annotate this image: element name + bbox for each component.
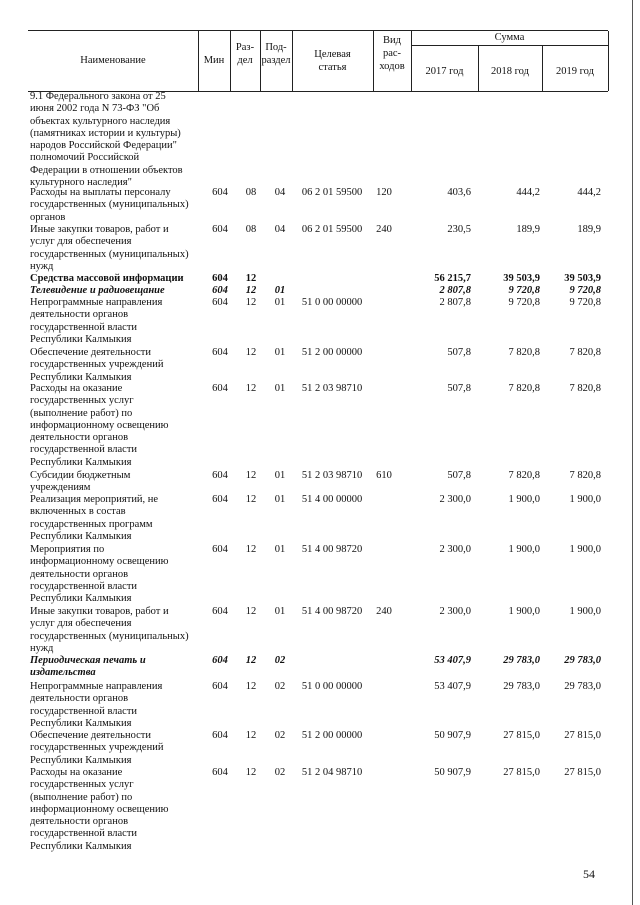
row-name-line: информационному освещению	[30, 556, 169, 568]
row-cell-razd: 12	[245, 606, 257, 617]
row-name-line: 9.1 Федерального закона от 25	[30, 91, 166, 102]
row-name	[30, 544, 200, 605]
row-cell-v17: 2 807,8	[439, 285, 471, 296]
row-name-line: нужд	[30, 642, 54, 654]
table-row	[0, 470, 640, 495]
row-name	[30, 273, 200, 285]
row-cell-v17: 507,8	[447, 470, 471, 481]
table-row	[0, 224, 640, 273]
row-cell-v19: 27 815,0	[564, 730, 601, 741]
row-name-line: государственных (муниципальных)	[30, 199, 189, 211]
row-cell-razd: 12	[245, 494, 257, 505]
row-cell-v17: 53 407,9	[434, 681, 471, 692]
row-name-line: государственных учреждений	[30, 359, 164, 371]
row-name	[30, 470, 200, 495]
row-name	[30, 655, 200, 680]
row-cell-vid: 240	[376, 224, 392, 235]
row-cell-razd: 08	[245, 187, 257, 198]
row-cell-v18: 27 815,0	[503, 767, 540, 778]
row-cell-cel: 51 0 00 00000	[301, 297, 363, 308]
row-cell-v18: 27 815,0	[503, 730, 540, 741]
header-razdel-line1: Раз-	[235, 42, 255, 53]
row-cell-razd: 12	[245, 470, 257, 481]
row-cell-pod: 01	[274, 544, 286, 555]
row-cell-vid: 240	[376, 606, 392, 617]
row-name-line: государственных учреждений	[30, 742, 164, 754]
row-cell-razd: 08	[245, 224, 257, 235]
row-name-line: органов	[30, 211, 66, 223]
row-name	[30, 606, 200, 655]
header-2017: 2017 год	[425, 66, 464, 77]
row-cell-razd: 12	[245, 544, 257, 555]
row-name-line: государственной власти	[30, 321, 138, 333]
row-name-line: Республики Калмыкия	[30, 840, 132, 852]
row-name-line: Непрограммные направления	[30, 681, 163, 692]
row-cell-min: 604	[212, 470, 228, 481]
page-number: 54	[583, 867, 595, 881]
row-name-line: Республики Калмыкия	[30, 456, 132, 468]
row-name	[30, 347, 200, 384]
row-cell-min: 604	[212, 347, 228, 358]
row-name-line: Субсидии бюджетным	[30, 470, 131, 481]
row-cell-razd: 12	[245, 273, 257, 284]
row-cell-cel: 06 2 01 59500	[301, 187, 363, 198]
row-cell-razd: 12	[245, 285, 257, 296]
row-cell-min: 604	[212, 383, 228, 394]
row-name-line: (выполнение работ) по	[30, 791, 133, 803]
row-cell-cel: 51 2 03 98710	[301, 383, 363, 394]
row-name-line: Иные закупки товаров, работ и	[30, 224, 169, 235]
row-cell-razd: 12	[245, 383, 257, 394]
row-cell-pod: 01	[274, 606, 286, 617]
row-name-line: услуг для обеспечения	[30, 236, 132, 248]
row-name-line: Периодическая печать и	[30, 655, 146, 666]
row-cell-min: 604	[212, 494, 228, 505]
table-row	[0, 730, 640, 767]
row-name-line: Непрограммные направления	[30, 297, 163, 308]
row-cell-vid: 610	[376, 470, 392, 481]
row-cell-v17: 50 907,9	[434, 767, 471, 778]
row-cell-cel: 51 2 00 00000	[301, 730, 363, 741]
row-cell-v17: 507,8	[447, 383, 471, 394]
row-name-line: Мероприятия по	[30, 544, 105, 555]
row-name-line: Реализация мероприятий, не	[30, 494, 159, 505]
row-cell-min: 604	[212, 224, 228, 235]
row-name-line: информационному освещению	[30, 803, 169, 815]
row-cell-pod: 02	[274, 655, 286, 666]
row-name-line: государственной власти	[30, 828, 138, 840]
row-cell-razd: 12	[245, 681, 257, 692]
table-row	[0, 494, 640, 543]
row-cell-v19: 27 815,0	[564, 767, 601, 778]
header-min: Мин	[203, 55, 225, 66]
row-name	[30, 297, 200, 346]
table-row	[0, 187, 640, 224]
row-name-line: деятельности органов	[30, 309, 129, 321]
row-name-line: культурного наследия"	[30, 177, 132, 189]
table-row	[0, 544, 640, 606]
row-cell-razd: 12	[245, 730, 257, 741]
header-celevaya-line1: Целевая	[314, 49, 351, 60]
row-cell-min: 604	[212, 273, 228, 284]
row-name-line: Республики Калмыкия	[30, 530, 132, 542]
row-name	[30, 285, 200, 297]
table-row	[0, 91, 640, 189]
row-name	[30, 681, 200, 730]
row-cell-min: 604	[212, 285, 228, 296]
row-cell-v17: 50 907,9	[434, 730, 471, 741]
row-cell-min: 604	[212, 730, 228, 741]
row-cell-v19: 7 820,8	[569, 383, 601, 394]
row-cell-cel: 51 2 00 00000	[301, 347, 363, 358]
header-vid-line3: ходов	[379, 61, 405, 72]
row-cell-pod: 02	[274, 681, 286, 692]
row-cell-v19: 1 900,0	[569, 544, 601, 555]
row-cell-cel: 51 4 00 98720	[301, 544, 363, 555]
row-cell-v18: 1 900,0	[508, 494, 540, 505]
row-name-line: государственных программ	[30, 518, 153, 530]
row-cell-v18: 29 783,0	[503, 655, 540, 666]
row-cell-cel: 51 2 04 98710	[301, 767, 363, 778]
row-name-line: деятельности органов	[30, 816, 129, 828]
row-cell-v17: 507,8	[447, 347, 471, 358]
row-name	[30, 767, 200, 853]
row-name-line: Расходы на оказание	[30, 383, 123, 394]
row-cell-razd: 12	[245, 655, 257, 666]
row-cell-v18: 189,9	[516, 224, 540, 235]
table-row	[0, 767, 640, 853]
row-cell-v17: 53 407,9	[434, 655, 471, 666]
row-cell-v17: 56 215,7	[434, 273, 471, 284]
row-cell-v19: 7 820,8	[569, 470, 601, 481]
row-cell-cel: 51 4 00 98720	[301, 606, 363, 617]
row-name-line: июня 2002 года N 73-ФЗ "Об	[30, 103, 160, 115]
row-name-line: Расходы на оказание	[30, 767, 123, 778]
table-row	[0, 273, 640, 285]
header-2018: 2018 год	[491, 66, 529, 77]
row-cell-pod: 02	[274, 767, 286, 778]
row-cell-min: 604	[212, 606, 228, 617]
row-name	[30, 187, 200, 224]
row-cell-cel: 51 0 00 00000	[301, 681, 363, 692]
row-cell-cel: 51 4 00 00000	[301, 494, 363, 505]
row-cell-v17: 2 807,8	[439, 297, 471, 308]
row-name-line: включенных в состав	[30, 506, 126, 518]
row-cell-v18: 7 820,8	[508, 383, 540, 394]
row-cell-v19: 7 820,8	[569, 347, 601, 358]
row-cell-min: 604	[212, 187, 228, 198]
row-cell-pod: 02	[274, 730, 286, 741]
row-name	[30, 91, 200, 189]
row-name	[30, 224, 200, 273]
row-name-line: нужд	[30, 260, 54, 272]
header-podrazdel-line2: раздел	[261, 55, 291, 66]
row-cell-v19: 1 900,0	[569, 606, 601, 617]
table-row	[0, 383, 640, 469]
row-name-line: услуг для обеспечения	[30, 618, 132, 630]
row-name-line: Обеспечение деятельности	[30, 730, 151, 741]
row-cell-v18: 9 720,8	[508, 297, 540, 308]
row-name-line: (выполнение работ) по	[30, 407, 133, 419]
row-name-line: Республики Калмыкия	[30, 593, 132, 605]
row-cell-v19: 39 503,9	[564, 273, 601, 284]
row-name-line: государственных (муниципальных)	[30, 248, 189, 260]
row-name-line: Расходы на выплаты персоналу	[30, 187, 171, 198]
table-row	[0, 681, 640, 730]
row-name-line: издательства	[30, 667, 96, 679]
row-cell-v19: 1 900,0	[569, 494, 601, 505]
row-name	[30, 730, 200, 767]
row-cell-v19: 29 783,0	[564, 655, 601, 666]
row-cell-v17: 2 300,0	[439, 606, 471, 617]
row-name-line: объектах культурного наследия	[30, 115, 171, 127]
row-name-line: Республики Калмыкия	[30, 371, 132, 383]
row-name-line: государственных (муниципальных)	[30, 630, 189, 642]
table-row	[0, 347, 640, 384]
row-name-line: государственной власти	[30, 444, 138, 456]
header-name: Наименование	[80, 55, 146, 66]
row-cell-pod: 04	[274, 187, 286, 198]
row-name-line: государственной власти	[30, 580, 138, 592]
row-name-line: Республики Калмыкия	[30, 754, 132, 766]
row-name-line: государственных услуг	[30, 395, 134, 407]
row-cell-v18: 39 503,9	[503, 273, 540, 284]
header-2019: 2019 год	[556, 66, 594, 77]
row-name-line: государственной власти	[30, 705, 138, 717]
row-cell-pod: 04	[274, 224, 286, 235]
row-cell-v18: 7 820,8	[508, 470, 540, 481]
row-cell-min: 604	[212, 655, 228, 666]
row-cell-min: 604	[212, 767, 228, 778]
header-summa: Сумма	[494, 32, 525, 43]
row-cell-razd: 12	[245, 347, 257, 358]
row-cell-v18: 7 820,8	[508, 347, 540, 358]
row-cell-pod: 01	[274, 470, 286, 481]
row-name-line: деятельности органов	[30, 693, 129, 705]
row-cell-pod: 01	[274, 297, 286, 308]
table-row	[0, 297, 640, 346]
row-name-line: полномочий Российской	[30, 152, 140, 164]
row-cell-min: 604	[212, 297, 228, 308]
row-cell-v17: 2 300,0	[439, 494, 471, 505]
row-cell-pod: 01	[274, 285, 286, 296]
row-name-line: (памятниках истории и культуры)	[30, 127, 181, 139]
table-row	[0, 285, 640, 297]
row-name-line: деятельности органов	[30, 568, 129, 580]
row-cell-v17: 230,5	[447, 224, 471, 235]
row-name-line: учреждениям	[30, 482, 91, 494]
row-cell-v18: 1 900,0	[508, 544, 540, 555]
row-cell-vid: 120	[376, 187, 392, 198]
row-name-line: Федерации в отношении объектов	[30, 164, 183, 176]
row-cell-v17: 403,6	[447, 187, 471, 198]
row-cell-min: 604	[212, 544, 228, 555]
row-cell-v18: 1 900,0	[508, 606, 540, 617]
row-cell-v18: 9 720,8	[508, 285, 540, 296]
row-cell-v18: 29 783,0	[503, 681, 540, 692]
header-vid-line2: рас-	[382, 48, 402, 59]
row-cell-min: 604	[212, 681, 228, 692]
row-name-line: Иные закупки товаров, работ и	[30, 606, 169, 617]
header-celevaya-line2: статья	[318, 62, 347, 73]
row-name-line: деятельности органов	[30, 432, 129, 444]
row-cell-v19: 444,2	[577, 187, 601, 198]
row-cell-v18: 444,2	[516, 187, 540, 198]
row-cell-razd: 12	[245, 297, 257, 308]
row-cell-cel: 06 2 01 59500	[301, 224, 363, 235]
row-cell-v17: 2 300,0	[439, 544, 471, 555]
header-vid-line1: Вид	[383, 35, 401, 46]
row-cell-pod: 01	[274, 383, 286, 394]
row-name-line: Республики Калмыкия	[30, 333, 132, 345]
row-name-line: Республики Калмыкия	[30, 717, 132, 729]
row-cell-v19: 189,9	[577, 224, 601, 235]
table-row	[0, 606, 640, 655]
row-name-line: информационному освещению	[30, 419, 169, 431]
row-name-line: народов Российской Федерации"	[30, 140, 177, 152]
row-name-line: государственных услуг	[30, 779, 134, 791]
row-cell-pod: 01	[274, 347, 286, 358]
header-podrazdel-line1: Под-	[265, 42, 287, 53]
row-name-line: Средства массовой информации	[30, 273, 184, 284]
row-cell-v19: 29 783,0	[564, 681, 601, 692]
row-cell-v19: 9 720,8	[569, 285, 601, 296]
row-name-line: Обеспечение деятельности	[30, 347, 151, 358]
row-cell-v19: 9 720,8	[569, 297, 601, 308]
row-cell-razd: 12	[245, 767, 257, 778]
header-razdel-line2: дел	[237, 55, 253, 66]
row-cell-pod: 01	[274, 494, 286, 505]
row-name	[30, 494, 200, 543]
row-cell-cel: 51 2 03 98710	[301, 470, 363, 481]
row-name	[30, 383, 200, 469]
row-name-line: Телевидение и радиовещание	[30, 285, 165, 296]
table-row	[0, 655, 640, 680]
